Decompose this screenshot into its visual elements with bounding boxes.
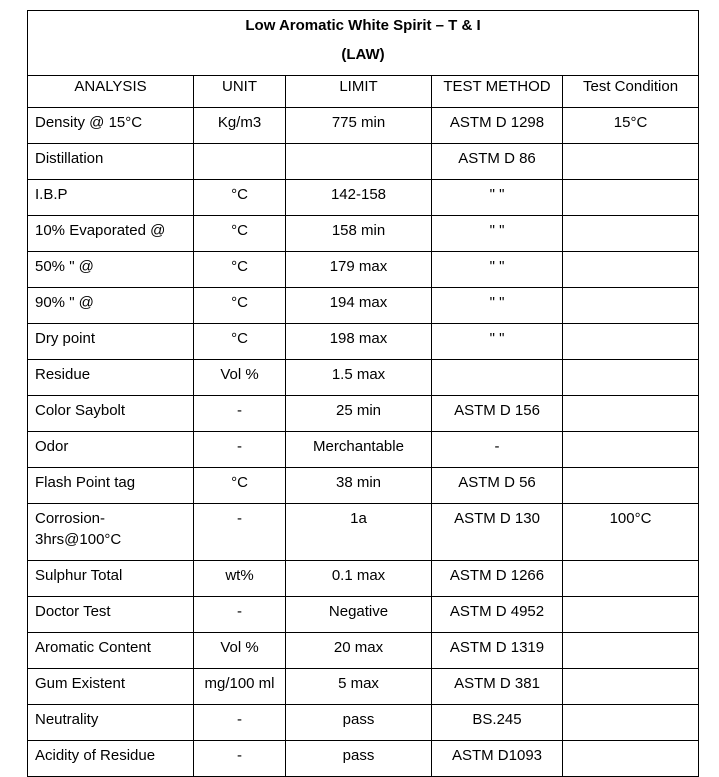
table-row [28, 288, 699, 324]
unit-cell: - [194, 597, 286, 633]
table-row [28, 108, 699, 144]
title-line-1: Low Aromatic White Spirit – T & I [245, 17, 481, 34]
test-condition-cell [563, 396, 699, 432]
limit-cell: 198 max [286, 324, 432, 360]
table-row [28, 468, 699, 504]
test-method-cell: ASTM D 1266 [432, 561, 563, 597]
limit-cell: 142-158 [286, 180, 432, 216]
analysis-cell: Density @ 15°C [28, 108, 194, 144]
title-line-2: (LAW) [341, 46, 385, 63]
test-condition-cell [563, 288, 699, 324]
test-method-cell: ASTM D 56 [432, 468, 563, 504]
test-method-cell: " " [432, 216, 563, 252]
unit-cell: Vol % [194, 633, 286, 669]
unit-cell: Vol % [194, 360, 286, 396]
limit-cell: Merchantable [286, 432, 432, 468]
test-method-cell: " " [432, 288, 563, 324]
unit-cell: mg/100 ml [194, 669, 286, 705]
table-body [28, 108, 699, 777]
header-test-condition: Test Condition [563, 76, 699, 108]
limit-cell: 194 max [286, 288, 432, 324]
analysis-cell: Aromatic Content [28, 633, 194, 669]
table-row [28, 324, 699, 360]
unit-cell: °C [194, 324, 286, 360]
unit-cell: °C [194, 252, 286, 288]
table-row [28, 669, 699, 705]
limit-cell: 775 min [286, 108, 432, 144]
limit-cell: 25 min [286, 396, 432, 432]
unit-cell: °C [194, 216, 286, 252]
test-method-cell: ASTM D 86 [432, 144, 563, 180]
limit-cell: 158 min [286, 216, 432, 252]
header-analysis: ANALYSIS [28, 76, 194, 108]
table-row [28, 561, 699, 597]
limit-cell: 0.1 max [286, 561, 432, 597]
test-condition-cell [563, 561, 699, 597]
test-method-cell [432, 360, 563, 396]
test-condition-cell [563, 633, 699, 669]
table-row [28, 504, 699, 561]
header-row [28, 76, 699, 108]
table-row [28, 144, 699, 180]
test-method-cell: " " [432, 252, 563, 288]
unit-cell: °C [194, 180, 286, 216]
test-method-cell: ASTM D 1298 [432, 108, 563, 144]
analysis-cell: 90% " @ [28, 288, 194, 324]
test-condition-cell [563, 468, 699, 504]
test-method-cell: ASTM D 130 [432, 504, 563, 561]
limit-cell: pass [286, 705, 432, 741]
test-condition-cell [563, 360, 699, 396]
test-condition-cell [563, 597, 699, 633]
limit-cell: 1a [286, 504, 432, 561]
analysis-cell: 10% Evaporated @ [28, 216, 194, 252]
analysis-cell: Dry point [28, 324, 194, 360]
limit-cell: pass [286, 741, 432, 777]
table-row [28, 432, 699, 468]
analysis-cell: Corrosion-3hrs@100°C [28, 504, 194, 561]
table-row [28, 252, 699, 288]
table-row [28, 633, 699, 669]
unit-cell: - [194, 741, 286, 777]
test-method-cell: BS.245 [432, 705, 563, 741]
unit-cell: °C [194, 468, 286, 504]
analysis-cell: Neutrality [28, 705, 194, 741]
analysis-cell: I.B.P [28, 180, 194, 216]
header-test-method: TEST METHOD [432, 76, 563, 108]
header-limit: LIMIT [286, 76, 432, 108]
limit-cell [286, 144, 432, 180]
test-method-cell: ASTM D1093 [432, 741, 563, 777]
limit-cell: 179 max [286, 252, 432, 288]
analysis-cell: Residue [28, 360, 194, 396]
analysis-cell: Acidity of Residue [28, 741, 194, 777]
test-condition-cell [563, 144, 699, 180]
unit-cell [194, 144, 286, 180]
specification-table [27, 10, 699, 777]
limit-cell: 20 max [286, 633, 432, 669]
table-row [28, 180, 699, 216]
test-condition-cell [563, 180, 699, 216]
test-condition-cell [563, 252, 699, 288]
table-row [28, 360, 699, 396]
limit-cell: Negative [286, 597, 432, 633]
limit-cell: 1.5 max [286, 360, 432, 396]
analysis-cell: 50% " @ [28, 252, 194, 288]
unit-cell: - [194, 432, 286, 468]
analysis-cell: Sulphur Total [28, 561, 194, 597]
unit-cell: - [194, 705, 286, 741]
test-condition-cell: 100°C [563, 504, 699, 561]
header-unit: UNIT [194, 76, 286, 108]
test-condition-cell [563, 324, 699, 360]
test-condition-cell [563, 669, 699, 705]
test-condition-cell [563, 432, 699, 468]
test-method-cell: ASTM D 1319 [432, 633, 563, 669]
test-method-cell: " " [432, 324, 563, 360]
test-condition-cell [563, 741, 699, 777]
unit-cell: Kg/m3 [194, 108, 286, 144]
table-row [28, 216, 699, 252]
test-method-cell: " " [432, 180, 563, 216]
table-row [28, 741, 699, 777]
analysis-cell: Gum Existent [28, 669, 194, 705]
analysis-cell: Odor [28, 432, 194, 468]
test-condition-cell: 15°C [563, 108, 699, 144]
test-method-cell: ASTM D 4952 [432, 597, 563, 633]
limit-cell: 5 max [286, 669, 432, 705]
unit-cell: °C [194, 288, 286, 324]
limit-cell: 38 min [286, 468, 432, 504]
table-row [28, 597, 699, 633]
analysis-cell: Doctor Test [28, 597, 194, 633]
analysis-cell: Flash Point tag [28, 468, 194, 504]
unit-cell: wt% [194, 561, 286, 597]
test-condition-cell [563, 216, 699, 252]
unit-cell: - [194, 504, 286, 561]
table-row [28, 396, 699, 432]
unit-cell: - [194, 396, 286, 432]
analysis-cell: Color Saybolt [28, 396, 194, 432]
table-title [28, 11, 699, 76]
test-method-cell: ASTM D 381 [432, 669, 563, 705]
test-method-cell: - [432, 432, 563, 468]
test-method-cell: ASTM D 156 [432, 396, 563, 432]
analysis-cell: Distillation [28, 144, 194, 180]
